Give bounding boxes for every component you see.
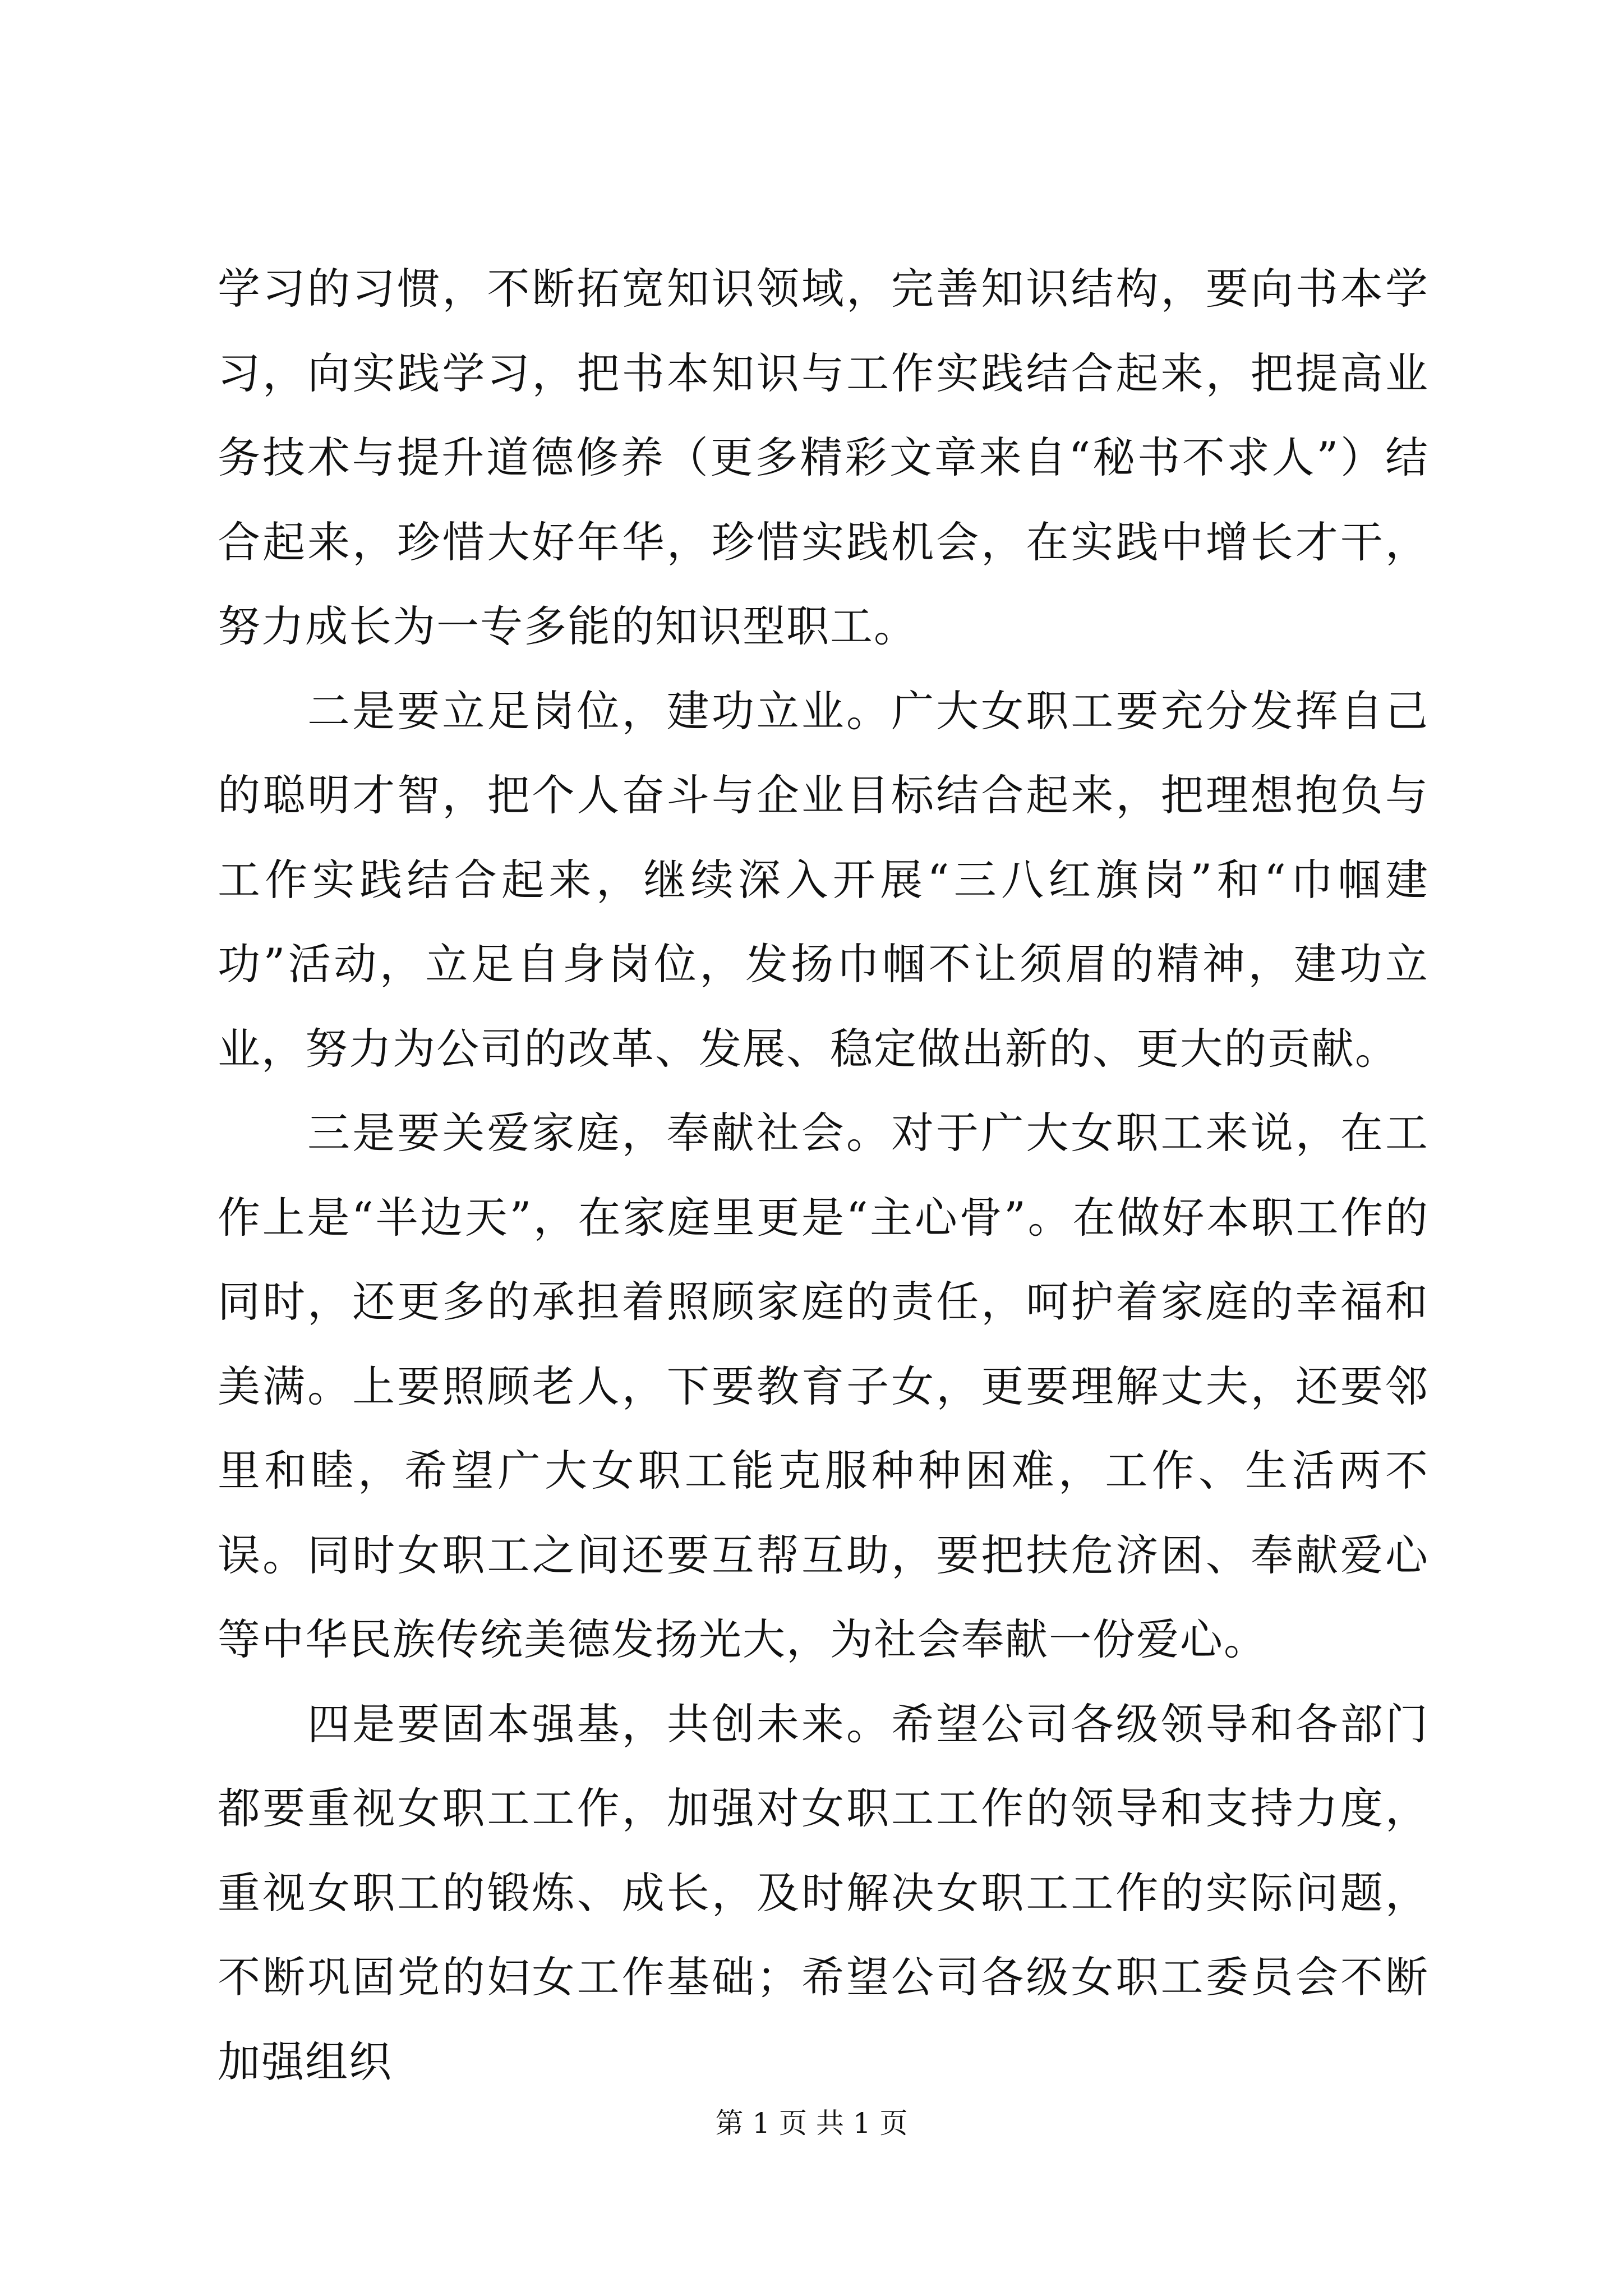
paragraph-continuation: 学习的习惯，不断拓宽知识领域，完善知识结构，要向书本学习，向实践学习，把书本知识与工作实践结合起来，把提高业务技术与提升道德修养（更多精彩文章来自“秘书不求人”）结合起来，珍惜大好年华，珍惜实践机会，在实践中增长才干，努力成长为一专多能的知识型职工。 xyxy=(218,264,1429,651)
paragraph-point-four: 四是要固本强基，共创未来。希望公司各级领导和各部门都要重视女职工工作，加强对女职工工作的领导和支持力度，重视女职工的锻炼、成长，及时解决女职工工作的实际问题，不断巩固党的妇女工作基础；希望公司各级女职工委员会不断加强组织 xyxy=(218,1699,1429,2087)
page-number-footer: 第 1 页 共 1 页 xyxy=(715,2107,908,2139)
paragraph-point-two: 二是要立足岗位，建功立业。广大女职工要充分发挥自己的聪明才智，把个人奋斗与企业目标结合起来，把理想抱负与工作实践结合起来，继续深入开展“三八红旗岗”和“巾帼建功”活动，立足自身岗位，发扬巾帼不让须眉的精神，建功立业，努力为公司的改革、发展、稳定做出新的、更大的贡献。 xyxy=(218,685,1429,1074)
paragraph-point-three: 三是要关爱家庭，奉献社会。对于广大女职工来说，在工作上是“半边天”，在家庭里更是“主心骨”。在做好本职工作的同时，还更多的承担着照顾家庭的责任，呵护着家庭的幸福和美满。上要照顾老人，下要教育子女，更要理解丈夫，还要邻里和睦，希望广大女职工能克服种种困难，工作、生活两不误。同时女职工之间还要互帮互助，要把扶危济困、奉献爱心等中华民族传统美德发扬光大，为社会奉献一份爱心。 xyxy=(218,1108,1429,1664)
document-body xyxy=(218,247,1429,2104)
